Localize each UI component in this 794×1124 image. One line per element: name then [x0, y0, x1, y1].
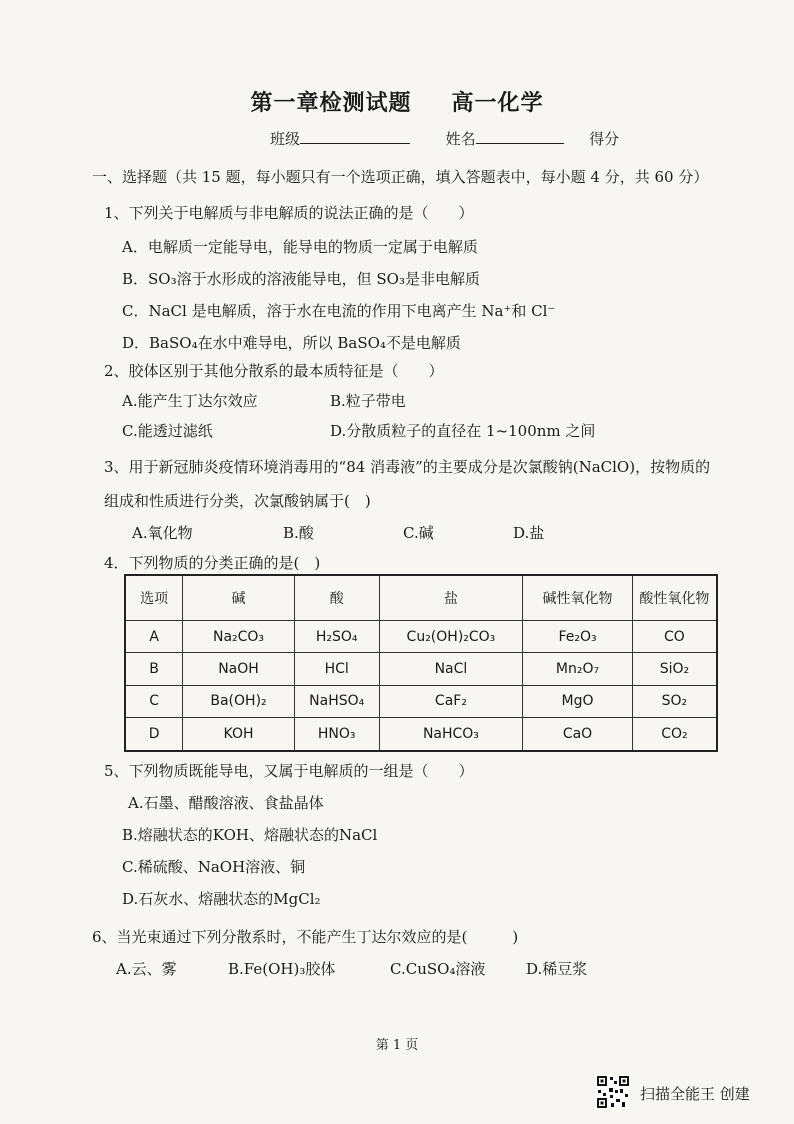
q3-stem-line2: 组成和性质进行分类，次氯酸钠属于( )	[104, 492, 371, 510]
q2-option-d[interactable]: D.分散质粒子的直径在 1~100nm 之间	[330, 422, 596, 440]
q5-option-b[interactable]: B.熔融状态的KOH、熔融状态的NaCl	[122, 826, 378, 844]
header-basic-oxide: 碱性氧化物	[523, 575, 633, 621]
name-blank[interactable]	[476, 129, 564, 144]
cell-option: D	[125, 718, 183, 751]
qr-code-icon	[596, 1075, 630, 1109]
cell-basic-oxide: Fe₂O₃	[523, 621, 633, 653]
score-label: 得分	[589, 130, 620, 148]
header-base: 碱	[183, 575, 295, 621]
cell-base: KOH	[183, 718, 295, 751]
cell-acid: H₂SO₄	[294, 621, 379, 653]
q3-option-a[interactable]: A.氧化物	[132, 524, 193, 542]
exam-subject: 高一化学	[451, 90, 544, 116]
cell-acid: NaHSO₄	[294, 685, 379, 717]
header-salt: 盐	[379, 575, 523, 621]
q1-option-c[interactable]: C．NaCl 是电解质，溶于水在电流的作用下电离产生 Na⁺和 Cl⁻	[122, 302, 556, 320]
cell-base: NaOH	[183, 653, 295, 685]
class-blank[interactable]	[300, 129, 410, 144]
q6-option-a[interactable]: A.云、雾	[116, 960, 177, 978]
table-row[interactable]	[125, 653, 717, 685]
q2-option-a[interactable]: A.能产生丁达尔效应	[122, 392, 258, 410]
q2-stem: 2、胶体区别于其他分散系的最本质特征是（ ）	[104, 362, 444, 380]
exam-title: 第一章检测试题	[250, 90, 412, 116]
table-header-row	[125, 575, 717, 621]
cell-salt: CaF₂	[379, 685, 523, 717]
cell-basic-oxide: CaO	[523, 718, 633, 751]
table-row[interactable]	[125, 621, 717, 653]
table-row[interactable]	[125, 718, 717, 751]
q5-option-a[interactable]: A.石墨、醋酸溶液、食盐晶体	[128, 794, 324, 812]
q6-option-b[interactable]: B.Fe(OH)₃胶体	[228, 960, 336, 978]
q2-option-c[interactable]: C.能透过滤纸	[122, 422, 213, 440]
cell-salt: Cu₂(OH)₂CO₃	[379, 621, 523, 653]
q1-stem: 1、下列关于电解质与非电解质的说法正确的是（ ）	[104, 204, 474, 222]
cell-salt: NaHCO₃	[379, 718, 523, 751]
name-label: 姓名	[445, 130, 476, 148]
cell-base: Na₂CO₃	[183, 621, 295, 653]
q1-option-d[interactable]: D．BaSO₄在水中难导电，所以 BaSO₄不是电解质	[122, 334, 461, 352]
q3-option-d[interactable]: D.盐	[513, 524, 545, 542]
section-heading: 一、选择题（共 15 题，每小题只有一个选项正确，填入答题表中，每小题 4 分，共 60 分）	[92, 168, 709, 186]
cell-option: C	[125, 685, 183, 717]
page-title	[0, 86, 794, 117]
cell-basic-oxide: MgO	[523, 685, 633, 717]
cell-acid: HNO₃	[294, 718, 379, 751]
q6-stem: 6、当光束通过下列分散系时，不能产生丁达尔效应的是( )	[92, 928, 519, 946]
header-acidic-oxide: 酸性氧化物	[632, 575, 717, 621]
cell-acidic-oxide: SiO₂	[632, 653, 717, 685]
q5-stem: 5、下列物质既能导电，又属于电解质的一组是（ ）	[104, 762, 474, 780]
q5-option-c[interactable]: C.稀硫酸、NaOH溶液、铜	[122, 858, 306, 876]
cell-option: B	[125, 653, 183, 685]
cell-option: A	[125, 621, 183, 653]
class-label: 班级	[270, 130, 301, 148]
q3-stem-line1: 3、用于新冠肺炎疫情环境消毒用的“84 消毒液”的主要成分是次氯酸钠(NaClO)，按物质的	[104, 458, 711, 476]
student-info-line	[270, 128, 619, 149]
cell-salt: NaCl	[379, 653, 523, 685]
header-option: 选项	[125, 575, 183, 621]
table-row[interactable]	[125, 685, 717, 717]
page-number: 第 1 页	[375, 1038, 419, 1053]
cell-acid: HCl	[294, 653, 379, 685]
q6-option-c[interactable]: C.CuSO₄溶液	[390, 960, 486, 978]
cell-acidic-oxide: SO₂	[632, 685, 717, 717]
q5-option-d[interactable]: D.石灰水、熔融状态的MgCl₂	[122, 890, 321, 908]
cell-acidic-oxide: CO₂	[632, 718, 717, 751]
q6-option-d[interactable]: D.稀豆浆	[526, 960, 588, 978]
q4-classification-table	[124, 574, 718, 752]
q3-option-b[interactable]: B.酸	[283, 524, 314, 542]
cell-basic-oxide: Mn₂O₇	[523, 653, 633, 685]
q4-stem: 4．下列物质的分类正确的是( )	[104, 554, 321, 572]
q3-option-c[interactable]: C.碱	[403, 524, 434, 542]
header-acid: 酸	[294, 575, 379, 621]
cell-base: Ba(OH)₂	[183, 685, 295, 717]
q1-option-b[interactable]: B．SO₃溶于水形成的溶液能导电，但 SO₃是非电解质	[122, 270, 480, 288]
q1-option-a[interactable]: A．电解质一定能导电，能导电的物质一定属于电解质	[122, 238, 478, 256]
q2-option-b[interactable]: B.粒子带电	[330, 392, 406, 410]
cell-acidic-oxide: CO	[632, 621, 717, 653]
scanner-watermark: 扫描全能王 创建	[640, 1085, 750, 1103]
